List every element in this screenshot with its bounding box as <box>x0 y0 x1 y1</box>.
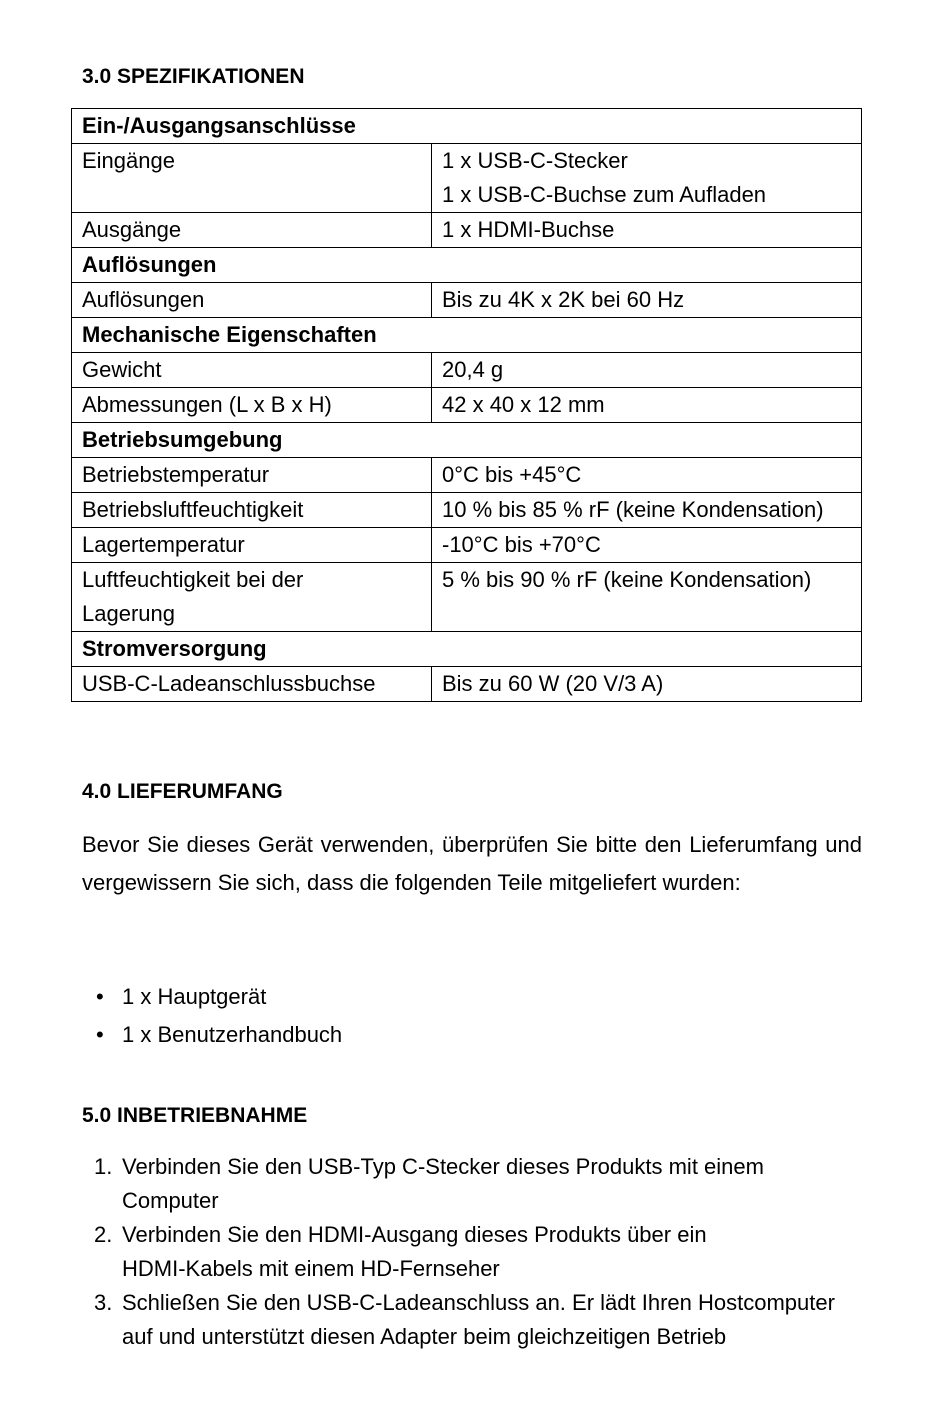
section-title-power: Stromversorgung <box>72 632 862 667</box>
setup-heading: 5.0 INBETRIEBNAHME <box>82 1104 308 1127</box>
table-row <box>72 109 862 144</box>
table-row <box>72 528 862 563</box>
dimensions-label: Abmessungen (L x B x H) <box>72 388 432 423</box>
power-label: USB-C-Ladeanschlussbuchse <box>72 667 432 702</box>
outputs-value: 1 x HDMI-Buchse <box>432 213 862 248</box>
dimensions-value: 42 x 40 x 12 mm <box>432 388 862 423</box>
scope-heading: 4.0 LIEFERUMFANG <box>82 780 283 803</box>
storage-humidity-value: 5 % bis 90 % rF (keine Kondensation) <box>432 563 862 632</box>
scope-intro: Bevor Sie dieses Gerät verwenden, überprüfen Sie bitte den Lieferumfang und vergewissern Sie sich, dass die folgenden Teile mitgeliefert wurden: <box>82 832 862 895</box>
table-row <box>72 283 862 318</box>
inputs-value-line: 1 x USB-C-Buchse zum Aufladen <box>442 182 767 207</box>
table-row <box>72 144 862 213</box>
list-item-text: 1 x Hauptgerät <box>122 984 267 1009</box>
table-row <box>72 353 862 388</box>
resolution-value: Bis zu 4K x 2K bei 60 Hz <box>432 283 862 318</box>
op-temp-label: Betriebstemperatur <box>72 458 432 493</box>
spec-heading: 3.0 SPEZIFIKATIONEN <box>82 65 305 88</box>
step-number: 2. <box>94 1222 113 1247</box>
storage-humidity-label-line: Lagerung <box>82 601 175 626</box>
storage-humidity-label <box>72 563 432 632</box>
weight-label: Gewicht <box>72 353 432 388</box>
storage-temp-label: Lagertemperatur <box>72 528 432 563</box>
step-text: auf und unterstützt diesen Adapter beim gleichzeitigen Betrieb <box>122 1324 727 1349</box>
table-row <box>72 388 862 423</box>
step-text: Verbinden Sie den USB-Typ C-Stecker dieses Produkts mit einem <box>122 1154 764 1179</box>
step-text: Verbinden Sie den HDMI-Ausgang dieses Produkts über ein <box>122 1222 707 1247</box>
table-row <box>72 423 862 458</box>
table-row <box>72 667 862 702</box>
section-title-mechanical: Mechanische Eigenschaften <box>72 318 862 353</box>
table-row <box>72 632 862 667</box>
table-row <box>72 318 862 353</box>
inputs-value-line: 1 x USB-C-Stecker <box>442 148 628 173</box>
step-text: HDMI-Kabels mit einem HD-Fernseher <box>122 1256 500 1281</box>
table-row <box>72 213 862 248</box>
outputs-label: Ausgänge <box>72 213 432 248</box>
op-humidity-value: 10 % bis 85 % rF (keine Kondensation) <box>432 493 862 528</box>
weight-value: 20,4 g <box>432 353 862 388</box>
op-temp-value: 0°C bis +45°C <box>432 458 862 493</box>
list-item <box>82 978 342 1016</box>
bullet-icon: • <box>96 1022 104 1047</box>
table-row <box>72 563 862 632</box>
storage-humidity-label-line: Luftfeuchtigkeit bei der <box>82 567 304 592</box>
list-item <box>82 1286 872 1354</box>
list-item <box>82 1016 342 1054</box>
storage-temp-value: -10°C bis +70°C <box>432 528 862 563</box>
scope-list <box>82 978 342 1054</box>
step-number: 1. <box>94 1154 113 1179</box>
section-title-io: Ein-/Ausgangsanschlüsse <box>72 109 862 144</box>
step-text: Schließen Sie den USB-C-Ladeanschluss an. Er lädt Ihren Hostcomputer <box>122 1290 835 1315</box>
power-value: Bis zu 60 W (20 V/3 A) <box>432 667 862 702</box>
list-item <box>82 1218 872 1286</box>
section-title-resolution: Auflösungen <box>72 248 862 283</box>
inputs-label: Eingänge <box>72 144 432 213</box>
table-row <box>72 458 862 493</box>
bullet-icon: • <box>96 984 104 1009</box>
setup-steps <box>82 1150 872 1354</box>
step-text: Computer <box>122 1188 219 1213</box>
op-humidity-label: Betriebsluftfeuchtigkeit <box>72 493 432 528</box>
section-title-environment: Betriebsumgebung <box>72 423 862 458</box>
spec-table <box>71 108 862 702</box>
resolution-label: Auflösungen <box>72 283 432 318</box>
table-row <box>72 248 862 283</box>
inputs-value <box>432 144 862 213</box>
step-number: 3. <box>94 1290 113 1315</box>
list-item <box>82 1150 872 1218</box>
table-row <box>72 493 862 528</box>
list-item-text: 1 x Benutzerhandbuch <box>122 1022 343 1047</box>
